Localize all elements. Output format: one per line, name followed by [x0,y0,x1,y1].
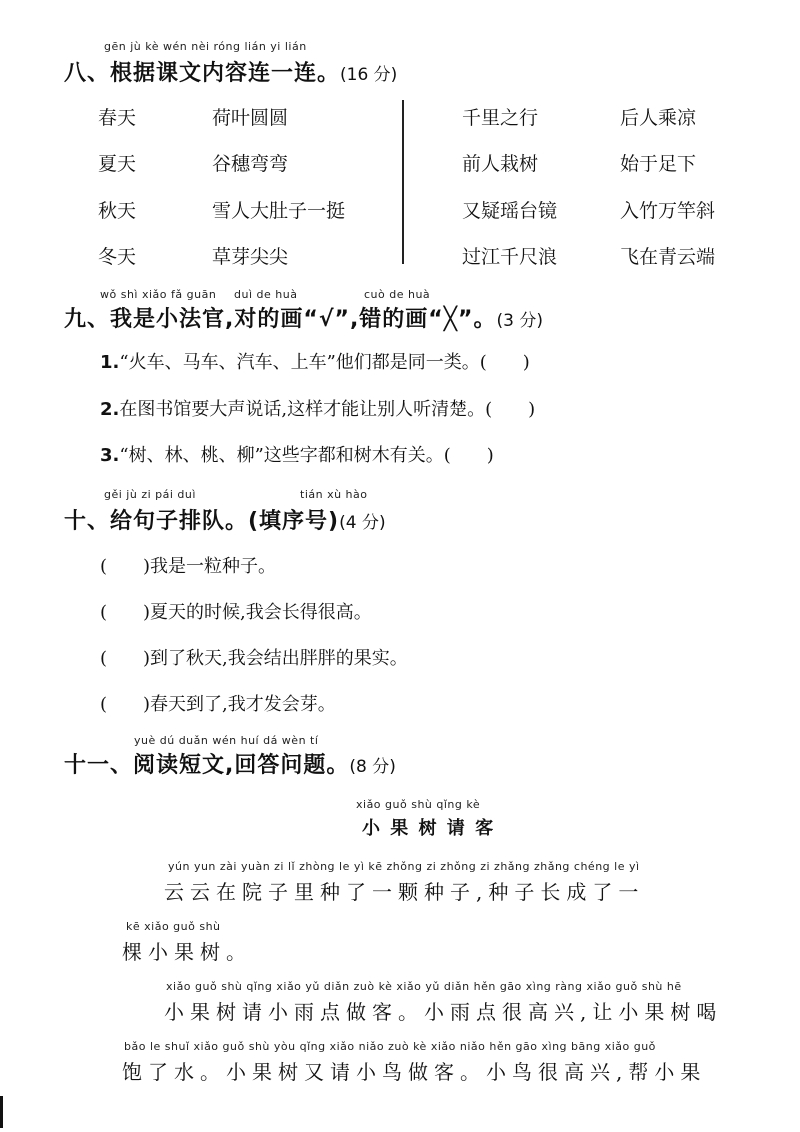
judge-item-3 [100,441,494,467]
story-pinyin-line-2: kē xiǎo guǒ shù [126,920,221,933]
section9-heading [64,302,543,333]
story-text-line-3: 小果树请小雨点做客。小雨点很高兴,让小果树喝 [164,1000,723,1024]
section11-pinyin: yuè dú duǎn wén huí dá wèn tí [134,734,319,747]
order-item-1: ( )我是一粒种子。 [100,556,277,577]
section11-title: 十一、阅读短文,回答问题。 [64,753,350,778]
match-ending-2: 始于足下 [620,153,697,175]
section9-title: 九、我是小法官,对的画“√”,错的画“╳”。 [64,307,497,332]
section8-title: 八、根据课文内容连一连。 [64,61,341,86]
match-phrase-4: 草芽尖尖 [212,246,289,268]
section9-pinyin-2: duì de huà [234,288,298,301]
judge-item-text: “树、林、桃、柳”这些字都和树木有关。( ) [119,445,494,466]
match-phrase-3: 雪人大肚子一挺 [212,200,346,222]
order-item-3: ( )到了秋天,我会结出胖胖的果实。 [100,648,408,669]
match-idiom-2: 前人栽树 [462,153,539,175]
judge-item-number: 2. [100,399,120,420]
story-text-line-1: 云云在院子里种了一颗种子,种子长成了一 [164,880,645,904]
match-idiom-1: 千里之行 [462,107,539,129]
story-pinyin-line-1: yún yun zài yuàn zi lǐ zhòng le yì kē zhǒng zi zhǒng zi zhǎng zhǎng chéng le yì [168,860,640,873]
column-divider [402,100,404,264]
section9-score: (3 分) [496,311,543,331]
story-text-line-4: 饱了水。小果树又请小鸟做客。小鸟很高兴,帮小果 [122,1060,707,1084]
section10-pinyin-1: gěi jù zi pái duì [104,488,196,501]
section10-heading [64,504,386,535]
section8-heading [64,56,397,87]
judge-item-text: 在图书馆要大声说话,这样才能让别人听清楚。( ) [119,399,536,420]
match-idiom-3: 又疑瑶台镜 [462,200,558,222]
section10-pinyin-2: tián xù hào [300,488,368,501]
section8-pinyin: gēn jù kè wén nèi róng lián yi lián [104,40,307,53]
story-pinyin-line-3: xiǎo guǒ shù qǐng xiǎo yǔ diǎn zuò kè xiǎo yǔ diǎn hěn gāo xìng ràng xiǎo guǒ shù hē [166,980,682,993]
story-title: 小 果 树 请 客 [362,818,496,839]
section9-pinyin-3: cuò de huà [364,288,431,301]
judge-item-1 [100,348,530,374]
story-title-pinyin: xiǎo guǒ shù qǐng kè [356,798,481,811]
judge-item-number: 3. [100,445,120,466]
story-text-line-2: 棵小果树。 [122,940,252,964]
match-season-1: 春天 [98,107,137,129]
match-ending-3: 入竹万竿斜 [620,200,716,222]
match-season-3: 秋天 [98,200,137,222]
section10-title: 十、给句子排队。(填序号) [64,509,340,534]
section11-heading [64,748,396,779]
judge-item-number: 1. [100,352,120,373]
section8-score: (16 分) [340,65,398,85]
story-pinyin-line-4: bǎo le shuǐ xiǎo guǒ shù yòu qǐng xiǎo niǎo zuò kè xiǎo niǎo hěn gāo xìng bāng xiǎo guǒ [124,1040,656,1053]
match-phrase-2: 谷穗弯弯 [212,153,289,175]
order-item-4: ( )春天到了,我才发会芽。 [100,694,336,715]
order-item-2: ( )夏天的时候,我会长得很高。 [100,602,372,623]
section9-pinyin-1: wǒ shì xiǎo fǎ guān [100,288,217,301]
match-ending-1: 后人乘凉 [620,107,697,129]
match-season-2: 夏天 [98,153,137,175]
judge-item-2 [100,395,535,421]
match-season-4: 冬天 [98,246,137,268]
match-idiom-4: 过江千尺浪 [462,246,558,268]
match-ending-4: 飞在青云端 [620,246,716,268]
page-edge-mark [0,1096,3,1128]
section11-score: (8 分) [349,757,396,777]
judge-item-text: “火车、马车、汽车、上车”他们都是同一类。( ) [119,352,530,373]
section10-score: (4 分) [339,513,386,533]
match-phrase-1: 荷叶圆圆 [212,107,289,129]
